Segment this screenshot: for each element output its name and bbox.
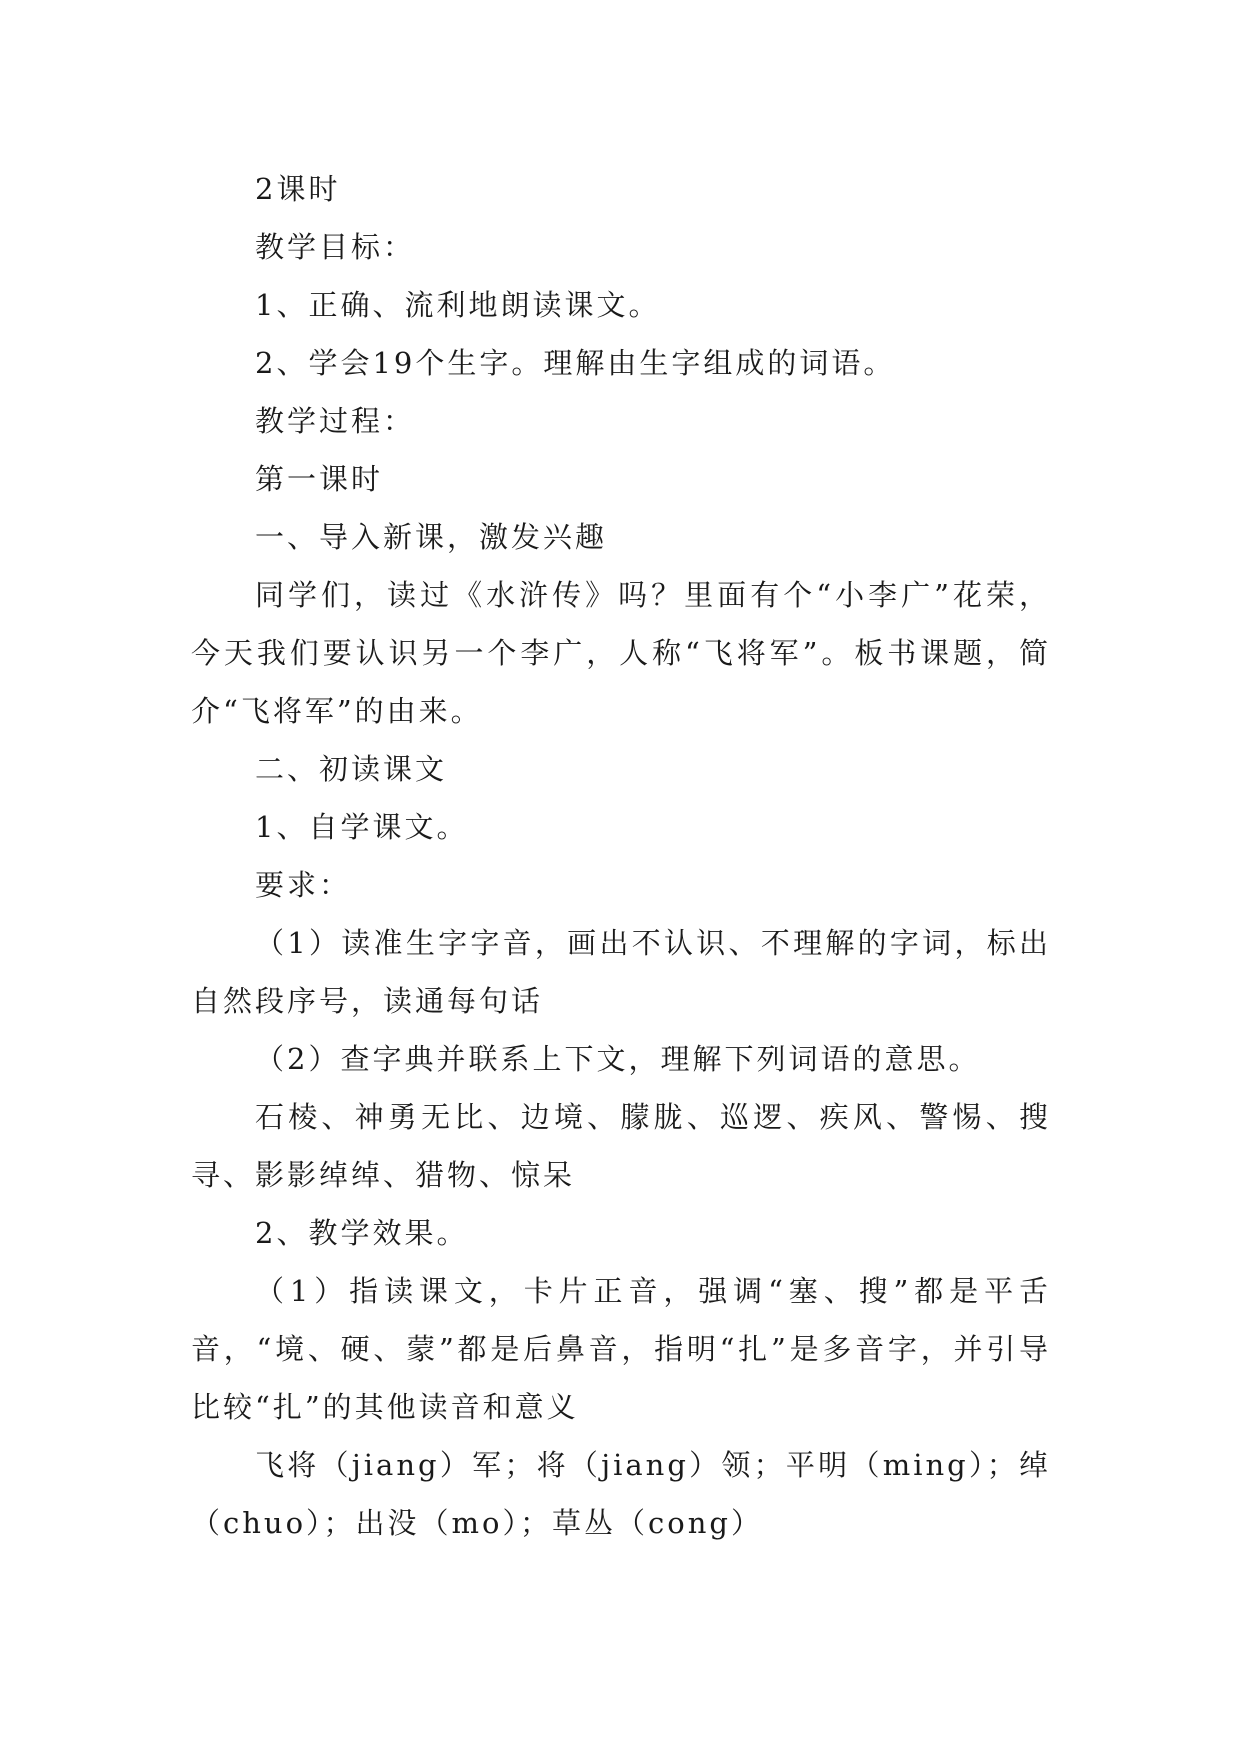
requirements-heading: 要求： <box>255 868 352 902</box>
goal-item: 1、正确、流利地朗读课文。 <box>255 288 661 322</box>
first-lesson-heading: 第一课时 <box>255 462 384 496</box>
pronunciation-list: 飞将（jiang）军；将（jiang）领；平明（ming）；绰（chuo）；出没（mo）；草丛（cong） <box>191 1448 1051 1540</box>
step-item: 1、自学课文。 <box>255 810 469 844</box>
section-heading: 二、初读课文 <box>255 752 448 786</box>
teaching-process-heading: 教学过程： <box>255 404 416 438</box>
step-item: 2、教学效果。 <box>255 1216 469 1250</box>
teaching-goals-heading: 教学目标： <box>255 230 416 264</box>
body-paragraph: （1）指读课文，卡片正音，强调“塞、搜”都是平舌音，“境、硬、蒙”都是后鼻音，指明“扎”是多音字，并引导比较“扎”的其他读音和意义 <box>191 1274 1051 1424</box>
goal-item: 2、学会19个生字。理解由生字组成的词语。 <box>255 346 896 380</box>
body-paragraph: 同学们，读过《水浒传》吗？里面有个“小李广”花荣，今天我们要认识另一个李广，人称“飞将军”。板书课题，简介“飞将军”的由来。 <box>191 578 1051 728</box>
document-body <box>191 160 1051 1552</box>
vocabulary-list: 石棱、神勇无比、边境、朦胧、巡逻、疾风、警惕、搜寻、影影绰绰、猎物、惊呆 <box>191 1100 1051 1192</box>
requirement-item: （1）读准生字字音，画出不认识、不理解的字词，标出自然段序号，读通每句话 <box>191 926 1051 1018</box>
lesson-hours: 2课时 <box>255 172 341 206</box>
requirement-item: （2）查字典并联系上下文，理解下列词语的意思。 <box>255 1042 981 1076</box>
section-heading: 一、导入新课，激发兴趣 <box>255 520 608 554</box>
